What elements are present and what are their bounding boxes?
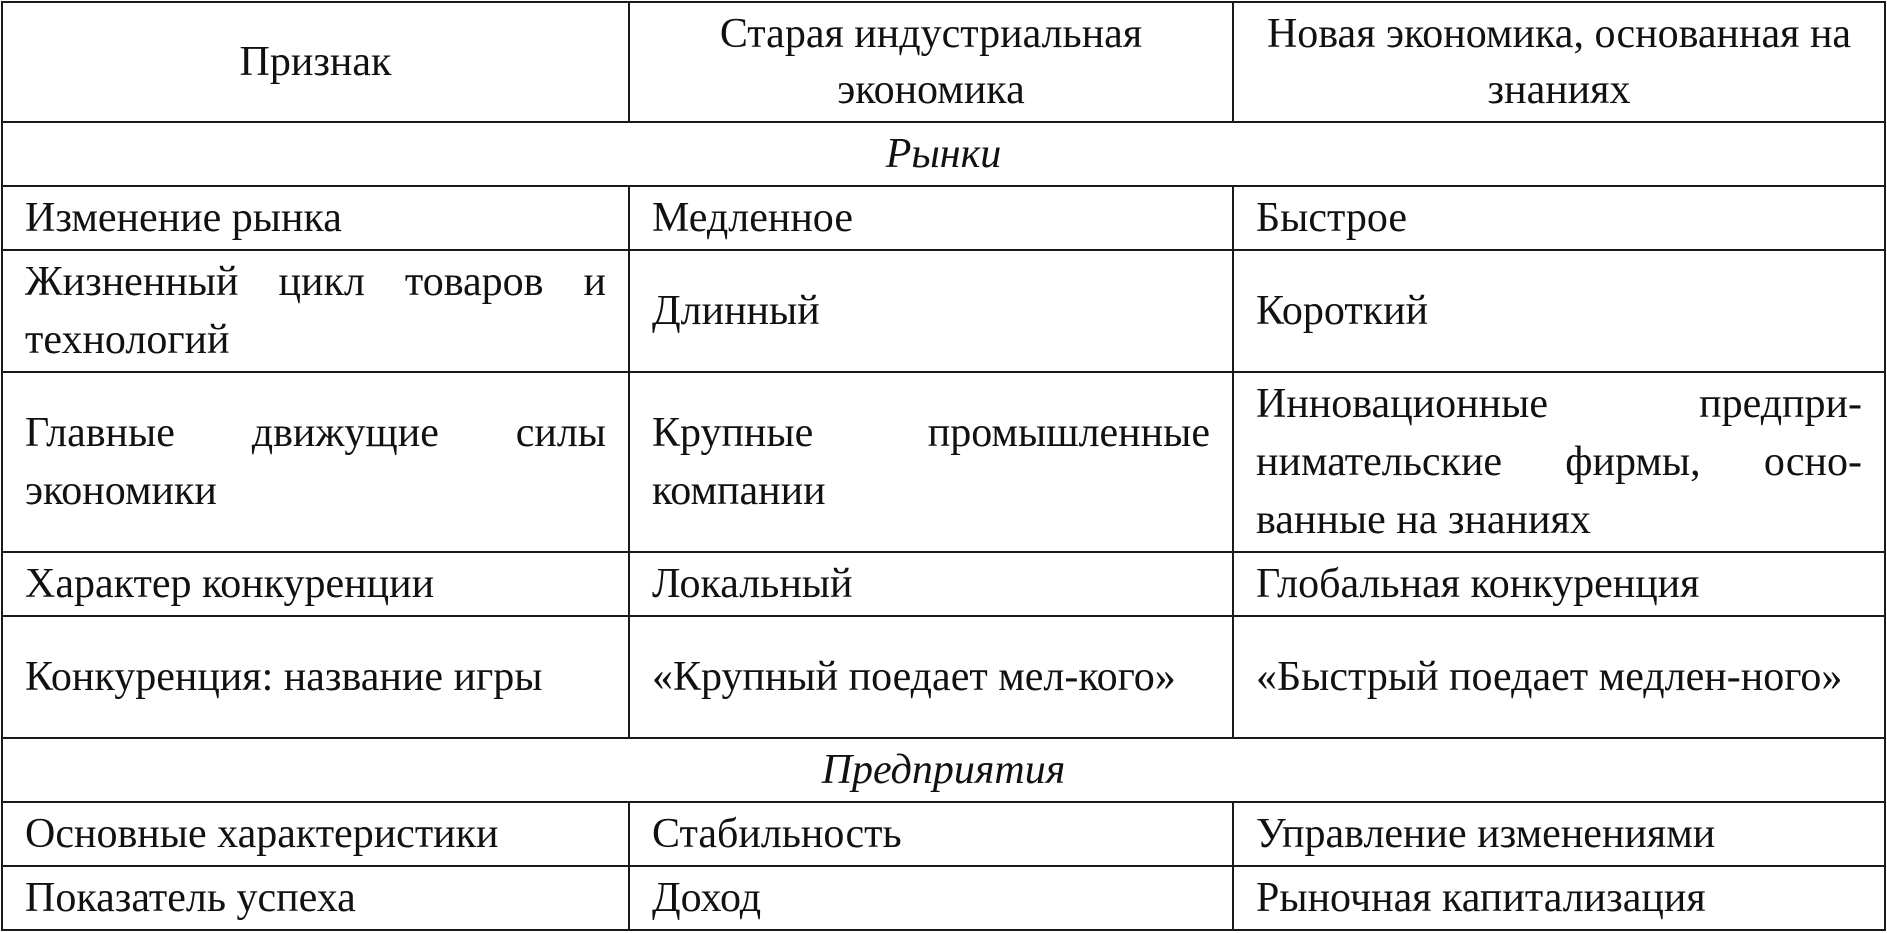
old-economy-cell: Медленное: [629, 186, 1233, 250]
old-economy-cell: «Крупный поедает мел-кого»: [629, 616, 1233, 738]
new-economy-cell: Управление изменениями: [1233, 802, 1885, 866]
feature-cell: Изменение рынка: [2, 186, 629, 250]
header-old-economy: Старая индустриальная экономика: [629, 2, 1233, 122]
table-row: [2, 866, 1885, 930]
old-economy-cell: Длинный: [629, 250, 1233, 372]
old-economy-cell: Локальный: [629, 552, 1233, 616]
feature-cell: Главные движущие силы экономики: [2, 372, 629, 552]
new-economy-cell: Рыночная капитализация: [1233, 866, 1885, 930]
section-title-markets: Рынки: [2, 122, 1885, 186]
header-row: [2, 2, 1885, 122]
feature-cell: Основные характеристики: [2, 802, 629, 866]
header-feature: Признак: [2, 2, 629, 122]
old-economy-cell: Доход: [629, 866, 1233, 930]
old-economy-cell: Крупные промышленные компании: [629, 372, 1233, 552]
section-row-enterprises: [2, 738, 1885, 802]
header-new-economy: Новая экономика, основанная на знаниях: [1233, 2, 1885, 122]
new-economy-cell: Быстрое: [1233, 186, 1885, 250]
new-economy-cell: Инновационные предпри-нимательские фирмы, осно-ванные на знаниях: [1233, 372, 1885, 552]
section-title-enterprises: Предприятия: [2, 738, 1885, 802]
feature-cell: Показатель успеха: [2, 866, 629, 930]
feature-cell: Характер конкуренции: [2, 552, 629, 616]
comparison-table: [1, 1, 1886, 931]
feature-cell: Жизненный цикл товаров и технологий: [2, 250, 629, 372]
table-row: [2, 616, 1885, 738]
table-row: [2, 372, 1885, 552]
table-row: [2, 186, 1885, 250]
section-row-markets: [2, 122, 1885, 186]
new-economy-cell: Глобальная конкуренция: [1233, 552, 1885, 616]
table-row: [2, 802, 1885, 866]
table-row: [2, 552, 1885, 616]
old-economy-cell: Стабильность: [629, 802, 1233, 866]
table-row: [2, 250, 1885, 372]
feature-cell: Конкуренция: название игры: [2, 616, 629, 738]
new-economy-cell: «Быстрый поедает медлен-ного»: [1233, 616, 1885, 738]
new-economy-cell: Короткий: [1233, 250, 1885, 372]
